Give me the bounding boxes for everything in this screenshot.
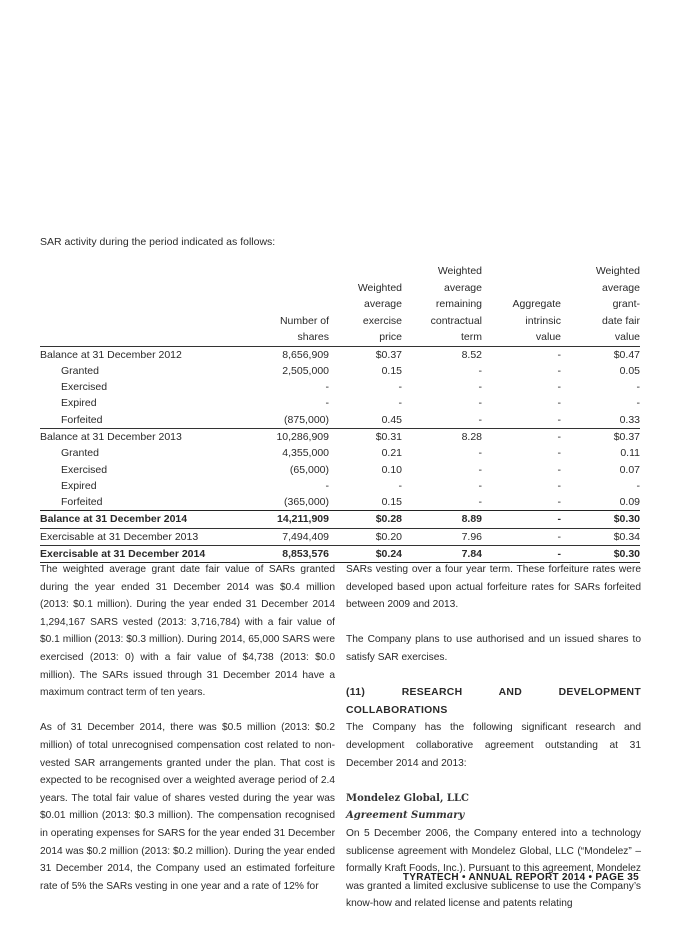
table-cell: $0.47 (613, 348, 640, 361)
paragraph: The Company has the following significant research and development collaborative agreement outstanding at 31 December 2014 and 2013: (346, 722, 641, 769)
row-label: Exercisable at 31 December 2013 (40, 528, 250, 545)
row-label: Balance at 31 December 2013 (40, 428, 250, 445)
table-row (40, 528, 640, 545)
table-cell: 8.28 (402, 428, 482, 445)
table-cell: - (478, 413, 482, 426)
table-cell: - (636, 381, 640, 394)
header-line: average (364, 298, 402, 310)
table-cell: - (398, 381, 402, 394)
table-cell: (365,000) (284, 496, 329, 509)
row-label: Balance at 31 December 2012 (40, 348, 182, 361)
table-cell: - (478, 397, 482, 410)
table-cell: 7.84 (402, 546, 482, 563)
paragraph: SARs vesting over a four year term. These forfeiture rates were developed based upon actual forfeiture rates for SARs forfeited between 2009 and 2013. (346, 564, 641, 611)
table-row (40, 412, 640, 429)
table-cell: 0.33 (619, 413, 640, 426)
table-cell: 4,355,000 (282, 447, 329, 460)
table-cell: 8.89 (402, 511, 482, 528)
table-cell: - (557, 413, 561, 426)
table-cell: - (482, 528, 561, 545)
table-cell: - (478, 447, 482, 460)
table-cell: - (478, 496, 482, 509)
row-label: Exercised (61, 381, 108, 394)
page-footer: TYRATECH • ANNUAL REPORT 2014 • PAGE 35 (402, 872, 639, 883)
sar-activity-table (40, 263, 640, 563)
table-cell: - (636, 397, 640, 410)
header-line: contractual (430, 314, 482, 327)
table-row (40, 395, 640, 411)
table-cell: - (478, 479, 482, 492)
table-cell: 0.09 (619, 496, 640, 509)
table-cell: - (636, 479, 640, 492)
header-line: average (444, 281, 482, 294)
table-cell: $0.28 (329, 511, 402, 528)
table-row (40, 445, 640, 461)
row-label: Expired (61, 397, 97, 410)
row-label: Exercised (61, 463, 108, 476)
subheading: Mondelez Global, LLC (346, 792, 469, 804)
table-cell: 8,853,576 (250, 546, 329, 563)
table-cell: $0.34 (561, 528, 640, 545)
table-cell: - (478, 463, 482, 476)
header-line: Weighted (595, 265, 640, 277)
header-empty (40, 263, 250, 346)
table-cell: 0.10 (381, 463, 402, 476)
header-line: average (602, 281, 640, 294)
table-cell: - (325, 479, 329, 492)
table-cell: 2,505,000 (282, 364, 329, 377)
table-row (40, 346, 640, 363)
header-line: grant- (612, 298, 640, 310)
header-line: remaining (435, 298, 482, 310)
header-line: term (461, 331, 482, 343)
table-cell: - (557, 364, 561, 377)
paragraph: The weighted average grant date fair value of SARs granted during the year ended 31 December 2014 was $0.4 million (2013: $0.1 million). During the year ended 31 December 2014 1,294,167 SARS vested (2013: 3,716,784) with a fair value of $0.1 million (2013: $0.3 million). During 2014, 65,000 SARS were exercised (2013: 0) with a fair value of $4,738 (2013: $0.0 million). The SARs issued through 31 December 2014 have a maximum contract term of ten years. (40, 564, 335, 699)
table-row (40, 379, 640, 395)
table-cell: (875,000) (284, 413, 329, 426)
table-cell: 0.05 (619, 364, 640, 377)
table-cell: - (557, 348, 561, 361)
header-contractual-term (402, 263, 482, 346)
table-cell: $0.31 (329, 428, 402, 445)
table-cell: - (557, 447, 561, 460)
table-row (40, 363, 640, 379)
table-cell: - (398, 479, 402, 492)
row-label: Balance at 31 December 2014 (40, 511, 250, 528)
header-number-of-shares (250, 263, 329, 346)
table-cell: - (325, 397, 329, 410)
table-cell: $0.30 (561, 511, 640, 528)
paragraph: As of 31 December 2014, there was $0.5 million (2013: $0.2 million) of total unrecognised compensation cost related to non-vested SAR arrangements granted under the plan. That cost is expected to be recognised over a weighted average period of 2.4 years. The total fair value of shares vested during the year was $0.01 million (2013: $0.3 million). The compensation recognised in operating expenses for SARS for the year ended 31 December 2014 was $0.2 million (2013: $0.2 million). During the year ended 31 December 2014, the Company used an estimated forfeiture rate of 5% the SARs vesting in one year and a rate of 12% for (40, 722, 335, 892)
table-cell: 0.07 (619, 463, 640, 476)
table-row (40, 478, 640, 494)
header-line: Weighted (437, 265, 482, 277)
table-cell: $0.24 (329, 546, 402, 563)
table-cell: $0.20 (329, 528, 402, 545)
table-cell: 14,211,909 (250, 511, 329, 528)
table-row (40, 462, 640, 478)
header-line: Weighted (357, 281, 402, 294)
table-cell: - (557, 496, 561, 509)
table-cell: 10,286,909 (250, 428, 329, 445)
header-line: Number of (279, 314, 329, 327)
row-label: Forfeited (61, 413, 103, 426)
table-cell: 0.15 (381, 496, 402, 509)
table-cell: 8.52 (461, 348, 482, 361)
header-grant-date-fair-value (561, 263, 640, 346)
table-cell: - (482, 428, 561, 445)
row-label: Granted (61, 447, 99, 460)
header-line: price (379, 331, 402, 343)
header-exercise-price (329, 263, 402, 346)
table-cell: - (398, 397, 402, 410)
table-cell: $0.37 (375, 348, 402, 361)
header-line: date fair (602, 314, 640, 327)
table-row (40, 494, 640, 511)
table-row (40, 428, 640, 445)
row-label: Exercisable at 31 December 2014 (40, 546, 250, 563)
row-label: Granted (61, 364, 99, 377)
table-cell: - (557, 479, 561, 492)
table-row (40, 511, 640, 528)
table-cell: (65,000) (289, 463, 329, 476)
header-line: value (535, 331, 561, 343)
table-cell: - (557, 463, 561, 476)
table-cell: 7,494,409 (250, 528, 329, 545)
subheading-italic: Agreement Summary (346, 810, 465, 822)
table-cell: 0.21 (381, 447, 402, 460)
table-cell: 8,656,909 (282, 348, 329, 361)
table-cell: - (478, 364, 482, 377)
paragraph: The Company plans to use authorised and un issued shares to satisfy SAR exercises. (346, 634, 641, 663)
left-text-column (40, 561, 335, 913)
section-heading: (11) RESEARCH AND DEVELOPMENT COLLABORATIONS (346, 687, 641, 716)
table-cell: 0.11 (620, 447, 640, 460)
header-intrinsic-value (482, 263, 561, 346)
table-cell: 0.45 (381, 413, 402, 426)
table-cell: $0.30 (561, 546, 640, 563)
table-cell: - (325, 381, 329, 394)
table-cell: - (478, 381, 482, 394)
header-line: Aggregate (512, 298, 561, 310)
table-cell: - (557, 381, 561, 394)
table-cell: 0.15 (381, 364, 402, 377)
row-label: Expired (61, 479, 97, 492)
table-cell: - (482, 546, 561, 563)
table-cell: 7.96 (402, 528, 482, 545)
table-intro: SAR activity during the period indicated as follows: (40, 236, 276, 248)
header-line: exercise (362, 314, 402, 327)
header-line: shares (297, 331, 329, 343)
table-cell: - (557, 397, 561, 410)
paragraph: On 5 December 2006, the Company entered into a technology sublicense agreement with Mondelez Global, LLC (“Mondelez” – formally Kraft Foods, Inc.). Pursuant to this agreement, Mondelez was granted a limited exclusive sublicense to use the Company’s know-how and related license and patents relating (346, 827, 641, 910)
table-cell: $0.37 (561, 428, 640, 445)
table-cell: - (482, 511, 561, 528)
header-line: intrinsic (525, 314, 561, 327)
table-header-row (40, 263, 640, 346)
row-label: Forfeited (61, 496, 103, 509)
header-line: value (614, 331, 640, 343)
